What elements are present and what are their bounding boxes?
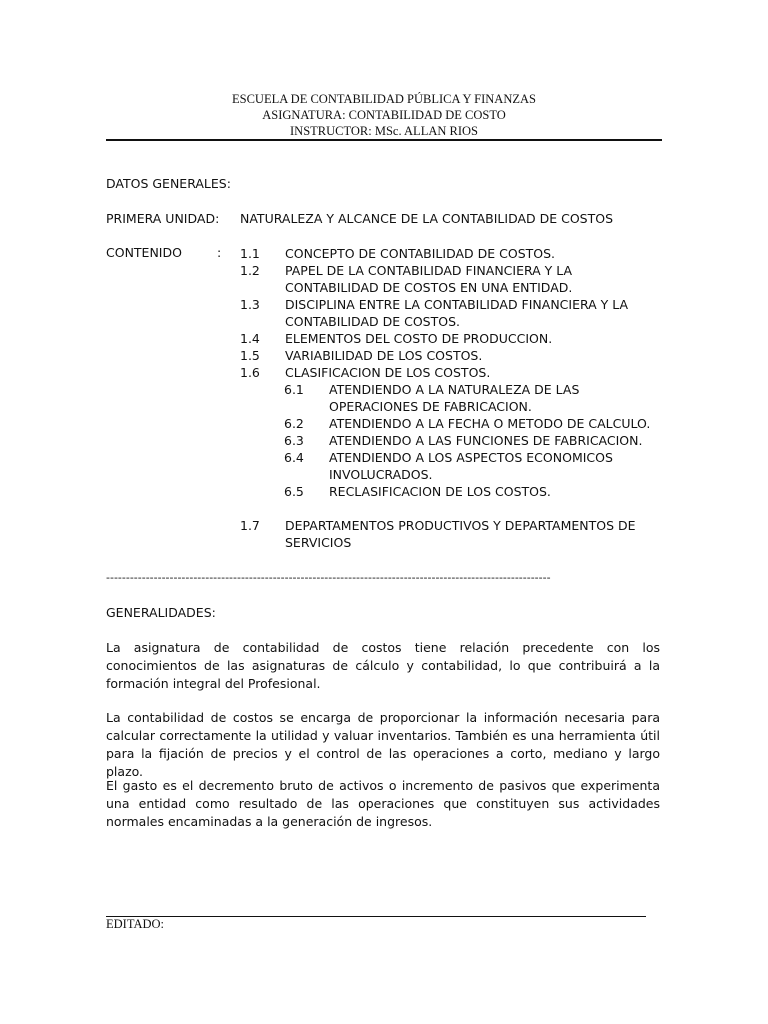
item-text: ATENDIENDO A LA NATURALEZA DE LAS OPERACIONES DE FABRICACION. [329, 382, 580, 414]
item-number: 1.1 [240, 246, 260, 261]
item-number: 1.6 [240, 365, 260, 380]
generalidades-heading: GENERALIDADES: [106, 605, 216, 620]
editado-label: EDITADO: [106, 917, 165, 931]
item-number: 6.3 [284, 433, 304, 448]
item-number: 6.1 [284, 382, 304, 397]
item-text: DEPARTAMENTOS PRODUCTIVOS Y DEPARTAMENTOS DE SERVICIOS [285, 518, 636, 550]
header-rule [106, 139, 662, 141]
item-text: ATENDIENDO A LAS FUNCIONES DE FABRICACION. [329, 433, 643, 448]
item-number: 1.7 [240, 518, 260, 533]
item-text: PAPEL DE LA CONTABILIDAD FINANCIERA Y LA CONTABILIDAD DE COSTOS EN UNA ENTIDAD. [285, 263, 573, 295]
school-name: ESCUELA DE CONTABILIDAD PÚBLICA Y FINANZAS [232, 92, 536, 106]
unidad-label: PRIMERA UNIDAD: [106, 211, 220, 226]
item-text: VARIABILIDAD DE LOS COSTOS. [285, 348, 483, 363]
item-number: 1.2 [240, 263, 260, 278]
unidad-title: NATURALEZA Y ALCANCE DE LA CONTABILIDAD DE COSTOS [240, 211, 614, 226]
signature-line [106, 916, 646, 917]
paragraph: La contabilidad de costos se encarga de proporcionar la información necesaria para calcular correctamente la utilidad y valuar inventarios. También es una herramienta útil para la fijación de precios y el control de las operaciones a corto, mediano y largo plazo. [106, 710, 660, 779]
paragraph: El gasto es el decremento bruto de activos o incremento de pasivos que experimenta una entidad como resultado de las operaciones que constituyen sus actividades normales encaminadas a la generación de ingresos. [106, 778, 660, 829]
item-text: ATENDIENDO A LOS ASPECTOS ECONOMICOS INVOLUCRADOS. [329, 450, 613, 482]
contenido-colon: : [217, 245, 222, 260]
item-text: RECLASIFICACION DE LOS COSTOS. [329, 484, 551, 499]
datos-generales-heading: DATOS GENERALES: [106, 176, 231, 191]
item-number: 1.4 [240, 331, 260, 346]
instructor-name: INSTRUCTOR: MSc. ALLAN RIOS [290, 124, 478, 138]
item-number: 6.5 [284, 484, 304, 499]
item-text: ATENDIENDO A LA FECHA O METODO DE CALCULO. [329, 416, 651, 431]
item-text: CLASIFICACION DE LOS COSTOS. [285, 365, 491, 380]
item-number: 6.2 [284, 416, 304, 431]
subject-name: ASIGNATURA: CONTABILIDAD DE COSTO [262, 108, 506, 122]
document-header [106, 91, 662, 139]
paragraph: La asignatura de contabilidad de costos tiene relación precedente con los conocimientos de las asignaturas de cálculo y contabilidad, lo que contribuirá a la formación integral del Profesional. [106, 640, 660, 691]
item-text: DISCIPLINA ENTRE LA CONTABILIDAD FINANCIERA Y LA CONTABILIDAD DE COSTOS. [285, 297, 629, 329]
item-number: 1.3 [240, 297, 260, 312]
separator-line: ---------------------------------------------------------------------------------------------------------------- [106, 571, 551, 584]
item-number: 6.4 [284, 450, 304, 465]
item-number: 1.5 [240, 348, 260, 363]
item-text: ELEMENTOS DEL COSTO DE PRODUCCION. [285, 331, 553, 346]
item-text: CONCEPTO DE CONTABILIDAD DE COSTOS. [285, 246, 556, 261]
contenido-label: CONTENIDO [106, 245, 182, 260]
